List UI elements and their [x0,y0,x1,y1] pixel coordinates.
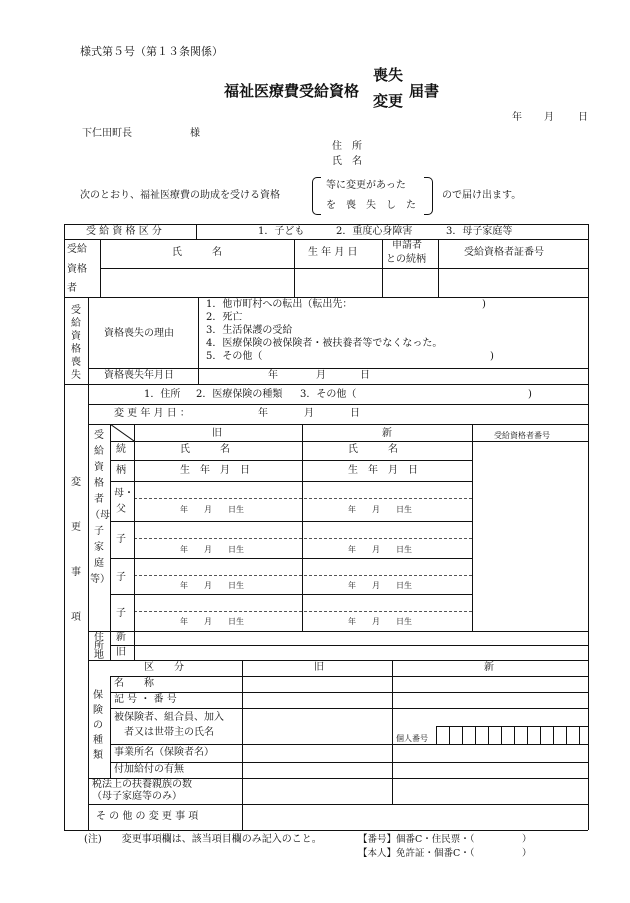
intro-text: 次のとおり、福祉医療費の助成を受ける資格 [80,190,280,201]
loss-reason-1-close: ) [482,299,486,310]
change-type-address[interactable]: 1．住所 [144,389,181,400]
category-option-single-parent[interactable]: 3．母子家庭等 [446,226,513,237]
recipient-dob-header: 生 年 月 日 [308,247,358,258]
loss-reason-label: 資格喪失の理由 [104,328,174,339]
new-name-header: 氏 名 [348,444,398,455]
address-side-label: 住所地 [94,632,104,661]
category-option-child[interactable]: 1．子ども [258,226,305,237]
dependents-new-field[interactable] [393,779,587,803]
old-dob-mother-father: 年 月 日生 [180,505,244,514]
date-month-label: 月 [544,112,554,123]
loss-date-month: 月 [316,370,326,381]
loss-reason-2[interactable]: 2．死亡 [206,312,243,323]
left-bracket [312,177,321,215]
date-year-label: 年 [512,112,522,123]
change-type-insurance[interactable]: 2．医療保険の種類 [196,389,283,400]
addressee: 下仁田町長 [82,128,132,139]
recipient-cert-no-field[interactable] [439,269,587,296]
intro-option-change: 等に変更があった [326,180,406,191]
applicant-address-label: 住 所 [332,141,362,152]
change-date-day: 日 [350,408,360,419]
change-type-other-close: ) [528,389,532,400]
loss-reason-3[interactable]: 3．生活保護の受給 [206,325,293,336]
intro-text-end: ので届け出ます。 [442,190,522,201]
address-old-label: 旧 [116,647,126,658]
recipient-relation-field[interactable] [383,269,438,296]
dependents-old-field[interactable] [243,779,391,803]
loss-side-label: 受給資格喪失 [71,305,81,381]
change-date-month: 月 [304,408,314,419]
insurance-old-header: 旧 [314,662,324,673]
diagonal-slash [110,424,134,441]
insurance-new-header: 新 [484,662,494,673]
category-label: 受 給 資 格 区 分 [86,226,162,237]
dependents-label-2: （母子家庭等のみ） [92,791,182,802]
dependents-label-1: 税法上の扶養親族の数 [92,779,192,790]
new-dob-child-3: 年 月 日生 [348,617,412,626]
right-bracket [424,177,433,215]
loss-reason-4[interactable]: 4．医療保険の被保険者・被扶養者等でなくなった。 [206,338,443,349]
insurance-symbol-number-label: 記 号 ・ 番 号 [114,694,177,705]
change-date-label: 変 更 年 月 日 ： [114,408,190,419]
change-type-other[interactable]: 3．その他（ [300,389,357,400]
loss-date-day: 日 [360,370,370,381]
person-cert-no-header: 受給資格者番号 [494,431,550,440]
relation-child-1: 子 [116,534,126,545]
loss-reason-1[interactable]: 1．他市町村への転出（転出先： [206,299,353,310]
address-new-label: 新 [116,632,126,643]
loss-reason-5-close: ) [490,351,494,362]
insured-name-label-2: 者又は世帯主の氏名 [124,727,214,738]
change-side-label: 変更事項 [71,477,81,623]
new-dob-child-1: 年 月 日生 [348,545,412,554]
honorific: 様 [190,128,200,139]
relation-child-3: 子 [116,608,126,619]
recipient-relation-header-1: 申請者 [392,240,422,251]
old-name-header: 氏 名 [180,444,230,455]
person-new-header: 新 [382,428,392,439]
new-dob-header: 生 年 月 日 [348,465,418,476]
old-dob-header: 生 年 月 日 [180,465,250,476]
insurance-side-label: 保険の種類 [93,690,103,761]
recipient-name-header: 氏 名 [172,247,222,258]
loss-date-year: 年 [268,370,278,381]
new-dob-mother-father: 年 月 日生 [348,505,412,514]
old-dob-child-2: 年 月 日生 [180,581,244,590]
recipient-relation-header-2: との続柄 [386,254,426,265]
other-changes-label: そ の 他 の 変 更 事 項 [96,811,199,822]
applicant-name-label: 氏 名 [332,156,362,167]
address-new-field[interactable] [135,632,587,644]
insurance-division-header: 区 分 [144,662,184,673]
insurance-name-label: 名 称 [114,678,154,689]
loss-reason-5[interactable]: 5．その他（ [206,351,263,362]
relation-header-top: 続 [116,444,126,455]
relation-mother-father: 母・父 [114,488,134,515]
footer-number-verification: 【番号】個番C・住民票・（ ） [358,834,532,845]
insured-name-label-1: 被保険者、組合員、加入 [114,712,224,723]
address-old-field[interactable] [135,646,587,659]
footer-identity-verification: 【本人】免許証・個番C・（ ） [358,848,532,859]
form-number: 様式第５号（第１３条関係） [80,45,223,58]
old-dob-child-1: 年 月 日生 [180,545,244,554]
relation-header-bottom: 柄 [116,465,126,476]
category-option-disability[interactable]: 2．重度心身障害 [336,226,413,237]
footer-note: (注) 変更事項欄は、該当項目欄のみ記入のこと。 [84,834,322,845]
new-dob-child-2: 年 月 日生 [348,581,412,590]
individual-number-label: 個人番号 [396,734,428,743]
person-side-label: 受給資格者（母子家庭等） [90,430,110,585]
additional-benefit-label: 付加給付の有無 [114,764,184,775]
change-date-year: 年 [258,408,268,419]
recipient-cert-no-header: 受給資格者証番号 [464,247,544,258]
old-dob-child-3: 年 月 日生 [180,617,244,626]
recipient-dob-field[interactable] [295,269,382,296]
person-old-header: 旧 [212,428,222,439]
other-changes-field[interactable] [243,805,587,829]
relation-child-2: 子 [116,572,126,583]
date-day-label: 日 [578,112,588,123]
loss-date-label: 資格喪失年月日 [104,370,174,381]
intro-option-loss: を 喪 失 し た [326,200,416,211]
employer-name-label: 事業所名（保険者名） [114,747,214,758]
individual-number-field[interactable] [436,726,588,745]
recipient-name-field[interactable] [101,269,294,296]
